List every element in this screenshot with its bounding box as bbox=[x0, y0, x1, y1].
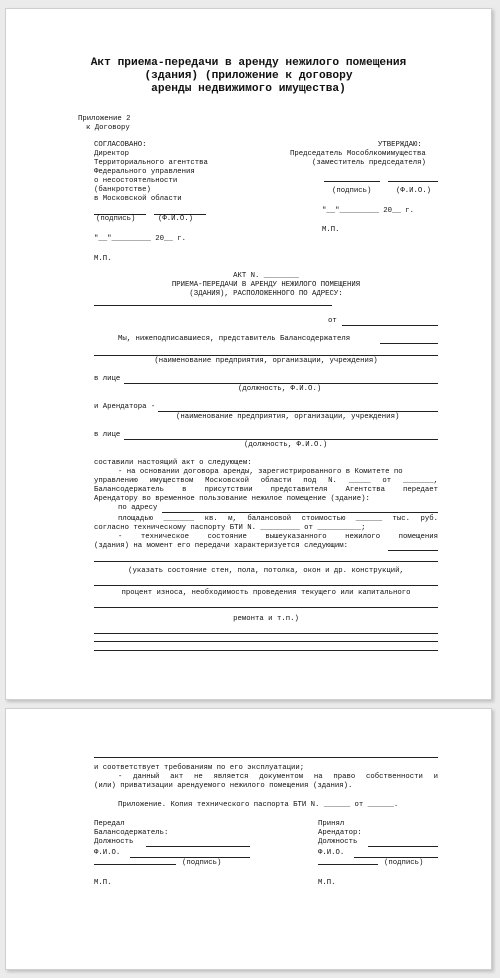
address-line bbox=[94, 305, 332, 306]
approved-sign-line bbox=[324, 181, 380, 182]
ownership-text: - данный акт не является документом на право собственности и bbox=[118, 773, 438, 781]
position-hint-2: (должность, Ф.И.О.) bbox=[244, 441, 328, 449]
agreed-line: (банкротстве) bbox=[94, 186, 151, 194]
tenant-label: и Арендатора - bbox=[94, 403, 156, 411]
agreed-line: Директор bbox=[94, 150, 130, 158]
doc-title-line-2: (здания) (приложение к договору bbox=[144, 70, 353, 82]
condition-hint-3: ремонта и т.п.) bbox=[233, 615, 299, 623]
approved-date: "__"_________ 20__ г. bbox=[322, 207, 414, 215]
agreed-line: в Московской области bbox=[94, 195, 182, 203]
compiled-text: составили настоящий акт о следующем: bbox=[94, 459, 252, 467]
condition-line bbox=[94, 561, 438, 562]
privatization-text: (или) приватизации арендуемого нежилого помещения (здания). bbox=[94, 782, 353, 790]
position-hint: (должность, Ф.И.О.) bbox=[238, 385, 322, 393]
object-address-line bbox=[162, 512, 438, 513]
condition-line bbox=[94, 650, 438, 651]
act-heading-line-2: (ЗДАНИЯ), РАСПОЛОЖЕННОГО ПО АДРЕСУ: bbox=[189, 290, 343, 298]
position-line bbox=[368, 846, 438, 847]
agreed-sign-hint: (подпись) bbox=[96, 215, 136, 223]
mp-right: М.П. bbox=[322, 226, 340, 234]
approved-fio-line bbox=[388, 181, 438, 182]
handed-over-label: Передал bbox=[94, 820, 125, 828]
condition-line bbox=[94, 607, 438, 608]
doc-title-line-3: аренды недвижимого имущества) bbox=[151, 83, 346, 95]
condition-text: - техническое состояние вышеуказанного нежилого помещения bbox=[118, 533, 438, 541]
act-paragraph: управлению имуществом Московской области под N. _____ от _______, bbox=[94, 477, 438, 485]
from-label: от bbox=[328, 317, 337, 325]
signature-line bbox=[94, 864, 176, 865]
document-page-2 bbox=[5, 708, 492, 970]
condition-end-line bbox=[388, 550, 438, 551]
representatives-text: Мы, нижеподписавшиеся, представитель Балансодержателя bbox=[118, 335, 351, 343]
doc-title-line-1: Акт приема-передачи в аренду нежилого помещения bbox=[90, 57, 407, 69]
mp-left: М.П. bbox=[94, 255, 112, 263]
act-paragraph: - на основании договора аренды, зарегистрированного в Комитете по bbox=[118, 468, 403, 476]
condition-line bbox=[94, 633, 438, 634]
act-paragraph: Балансодержатель в присутствии представителя Агентства передает bbox=[94, 486, 438, 494]
position-line bbox=[146, 846, 250, 847]
act-number: АКТ N. ________ bbox=[233, 272, 299, 280]
agreed-line: о несостоятельности bbox=[94, 177, 178, 185]
balance-holder-line bbox=[380, 343, 438, 344]
in-person-line bbox=[124, 383, 438, 384]
position-label: Должность bbox=[318, 838, 358, 846]
bti-passport-text: согласно техническому паспорту БТИ N. _________ от __________; bbox=[94, 524, 366, 532]
agreed-heading: СОГЛАСОВАНО: bbox=[94, 141, 147, 149]
signature-hint: (подпись) bbox=[384, 859, 424, 867]
condition-hint-2: процент износа, необходимость проведения текущего или капитального bbox=[121, 589, 411, 597]
appendix-ref: к Договору bbox=[86, 124, 130, 132]
fio-line bbox=[354, 857, 438, 858]
approved-heading: УТВЕРЖДАЮ: bbox=[378, 141, 422, 149]
condition-text-2: (здания) на момент его передачи характеризуется следующим: bbox=[94, 542, 348, 550]
from-date-line bbox=[342, 325, 438, 326]
org-hint: (наименование предприятия, организации, учреждения) bbox=[154, 357, 378, 365]
fio-line bbox=[130, 857, 250, 858]
act-heading-line-1: ПРИЕМА-ПЕРЕДАЧИ В АРЕНДУ НЕЖИЛОГО ПОМЕЩЕНИЯ bbox=[171, 281, 361, 289]
position-label: Должность bbox=[94, 838, 134, 846]
approved-fio-hint: (Ф.И.О.) bbox=[396, 187, 432, 195]
attachment-text: Приложение. Копия технического паспорта БТИ N. ______ от ______. bbox=[118, 801, 399, 809]
compliance-text: и соответствует требованиям по его эксплуатации; bbox=[94, 764, 305, 772]
fio-label: Ф.И.О. bbox=[94, 849, 121, 857]
address-label: по адресу bbox=[118, 504, 158, 512]
fio-label: Ф.И.О. bbox=[318, 849, 345, 857]
balance-holder-label: Балансодержатель: bbox=[94, 829, 169, 837]
approved-sign-hint: (подпись) bbox=[332, 187, 372, 195]
in-person-line-2 bbox=[124, 439, 438, 440]
approved-position: Председатель Мособлкомимущества bbox=[290, 150, 426, 158]
agreed-line: Федерального управления bbox=[94, 168, 195, 176]
condition-line bbox=[94, 641, 438, 642]
document-page-1 bbox=[5, 8, 492, 700]
tenant-org-hint: (наименование предприятия, организации, учреждения) bbox=[176, 413, 400, 421]
tenant-line bbox=[158, 411, 438, 412]
org-line bbox=[94, 355, 438, 356]
condition-hint-1: (указать состояние стен, пола, потолка, окон и др. конструкций, bbox=[128, 567, 404, 575]
mp-right-2: М.П. bbox=[318, 879, 336, 887]
mp-left-2: М.П. bbox=[94, 879, 112, 887]
act-paragraph: Арендатору во временное пользование нежилое помещение (здание): bbox=[94, 495, 370, 503]
area-text: площадью _______ кв. м, балансовой стоимостью ______ тыс. руб. bbox=[118, 515, 438, 523]
in-person-label: в лице bbox=[94, 375, 121, 383]
agreed-line: Территориального агентства bbox=[94, 159, 208, 167]
accepted-label: Принял bbox=[318, 820, 345, 828]
in-person-label-2: в лице bbox=[94, 431, 121, 439]
appendix-label: Приложение 2 bbox=[78, 115, 131, 123]
condition-line bbox=[94, 585, 438, 586]
approved-deputy: (заместитель председателя) bbox=[312, 159, 426, 167]
agreed-date: "__"_________ 20__ г. bbox=[94, 235, 186, 243]
signature-hint: (подпись) bbox=[182, 859, 222, 867]
tenant-role-label: Арендатор: bbox=[318, 829, 362, 837]
signature-line bbox=[318, 864, 378, 865]
agreed-fio-hint: (Ф.И.О.) bbox=[158, 215, 194, 223]
condition-line bbox=[94, 757, 438, 758]
